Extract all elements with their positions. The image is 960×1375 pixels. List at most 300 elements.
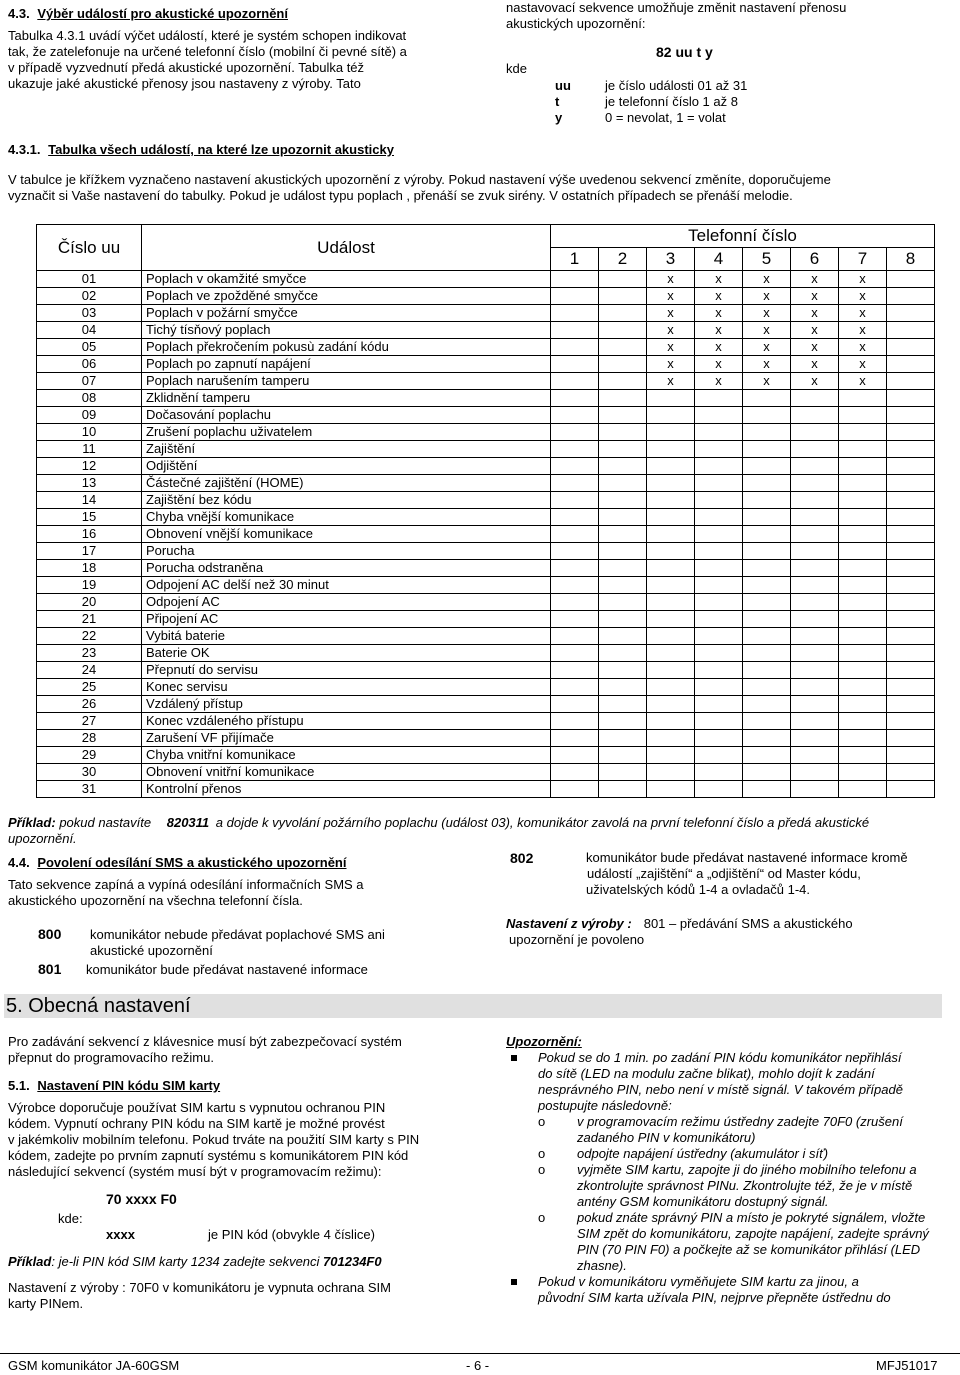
phone-cell-2[interactable] [599, 730, 647, 747]
phone-cell-6[interactable]: x [791, 288, 839, 305]
phone-cell-1[interactable] [551, 679, 599, 696]
phone-cell-2[interactable] [599, 764, 647, 781]
desc-line: akustické upozornění [90, 943, 213, 958]
phone-cell-2[interactable] [599, 662, 647, 679]
phone-cell-6[interactable] [791, 662, 839, 679]
phone-cell-8[interactable] [887, 543, 935, 560]
phone-cell-3[interactable] [647, 713, 695, 730]
phone-cell-7[interactable] [839, 594, 887, 611]
example-label: Příklad [8, 1254, 52, 1269]
phone-cell-7[interactable]: x [839, 356, 887, 373]
phone-cell-4[interactable] [695, 662, 743, 679]
phone-cell-2[interactable] [599, 458, 647, 475]
phone-cell-5[interactable] [743, 543, 791, 560]
section-4-3-heading [8, 6, 288, 21]
para-line: nastavovací sekvence umožňuje změnit nastavení přenosu [506, 0, 847, 15]
phone-cell-5[interactable] [743, 577, 791, 594]
phone-cell-2[interactable] [599, 543, 647, 560]
phone-cell-8[interactable] [887, 271, 935, 288]
phone-cell-3[interactable] [647, 390, 695, 407]
phone-cell-1[interactable] [551, 356, 599, 373]
phone-cell-1[interactable] [551, 543, 599, 560]
phone-cell-8[interactable] [887, 730, 935, 747]
event-name: Vybitá baterie [142, 628, 551, 645]
phone-cell-6[interactable]: x [791, 373, 839, 390]
phone-cell-1[interactable] [551, 458, 599, 475]
phone-cell-1[interactable] [551, 560, 599, 577]
section-5-1-para [8, 1100, 442, 1180]
phone-cell-4[interactable] [695, 543, 743, 560]
phone-cell-2[interactable] [599, 747, 647, 764]
phone-cell-8[interactable] [887, 645, 935, 662]
phone-cell-2[interactable] [599, 560, 647, 577]
phone-cell-8[interactable] [887, 288, 935, 305]
phone-cell-6[interactable] [791, 475, 839, 492]
section-title: Tabulka všech událostí, na které lze upozornit akusticky [48, 142, 394, 157]
phone-cell-7[interactable] [839, 662, 887, 679]
phone-cell-6[interactable] [791, 747, 839, 764]
code-801-desc: komunikátor bude předávat nastavené informace [86, 962, 368, 977]
phone-cell-7[interactable] [839, 730, 887, 747]
phone-cell-2[interactable] [599, 628, 647, 645]
para-line: akustického upozornění na všechna telefonní čísla. [8, 893, 303, 908]
phone-cell-1[interactable] [551, 747, 599, 764]
example-text: a dojde k vyvolání požárního poplachu (událost 03), komunikátor zavolá na první telefonní číslo a předá akustické [215, 815, 870, 830]
phone-cell-5[interactable] [743, 747, 791, 764]
phone-cell-4[interactable] [695, 747, 743, 764]
phone-cell-2[interactable] [599, 441, 647, 458]
phone-cell-1[interactable] [551, 424, 599, 441]
phone-cell-6[interactable] [791, 730, 839, 747]
para-line: Pro zadávání sekvencí z klávesnice musí být zabezpečovací systém [8, 1034, 402, 1049]
phone-cell-7[interactable] [839, 679, 887, 696]
factory-text: 801 – předávání SMS a akustického [643, 916, 853, 931]
phone-cell-8[interactable] [887, 509, 935, 526]
phone-cell-1[interactable] [551, 628, 599, 645]
phone-cell-2[interactable] [599, 611, 647, 628]
phone-cell-8[interactable] [887, 458, 935, 475]
phone-cell-3[interactable] [647, 560, 695, 577]
example-label: Příklad: [8, 815, 56, 830]
phone-cell-2[interactable] [599, 271, 647, 288]
phone-cell-7[interactable]: x [839, 339, 887, 356]
event-number: 14 [37, 492, 142, 509]
phone-cell-8[interactable] [887, 424, 935, 441]
phone-cell-7[interactable] [839, 509, 887, 526]
phone-cell-8[interactable] [887, 781, 935, 798]
phone-cell-7[interactable] [839, 407, 887, 424]
phone-cell-1[interactable] [551, 441, 599, 458]
event-name: Konec servisu [142, 679, 551, 696]
phone-cell-5[interactable] [743, 713, 791, 730]
phone-cell-8[interactable] [887, 390, 935, 407]
phone-cell-4[interactable]: x [695, 339, 743, 356]
section-number: 4.3.1. [8, 142, 41, 157]
phone-cell-6[interactable] [791, 764, 839, 781]
phone-cell-3[interactable] [647, 730, 695, 747]
phone-cell-3[interactable] [647, 509, 695, 526]
phone-cell-8[interactable] [887, 441, 935, 458]
phone-cell-5[interactable] [743, 594, 791, 611]
phone-cell-3[interactable] [647, 662, 695, 679]
phone-cell-7[interactable] [839, 458, 887, 475]
phone-cell-8[interactable] [887, 611, 935, 628]
phone-cell-4[interactable] [695, 526, 743, 543]
section-5-intro [8, 1034, 448, 1066]
phone-cell-7[interactable] [839, 713, 887, 730]
phone-cell-5[interactable] [743, 441, 791, 458]
section-5-title: 5. Obecná nastavení [6, 995, 191, 1017]
phone-cell-3[interactable] [647, 441, 695, 458]
phone-cell-6[interactable] [791, 628, 839, 645]
phone-cell-4[interactable]: x [695, 373, 743, 390]
phone-cell-1[interactable] [551, 645, 599, 662]
phone-cell-7[interactable]: x [839, 322, 887, 339]
phone-cell-8[interactable] [887, 679, 935, 696]
def-text: je PIN kód (obvykle 4 číslice) [208, 1227, 375, 1242]
phone-cell-6[interactable] [791, 679, 839, 696]
phone-cell-2[interactable] [599, 288, 647, 305]
phone-cell-1[interactable] [551, 271, 599, 288]
phone-cell-5[interactable] [743, 645, 791, 662]
desc-line: komunikátor nebude předávat poplachové SMS ani [90, 927, 385, 942]
phone-cell-8[interactable] [887, 373, 935, 390]
phone-cell-6[interactable] [791, 713, 839, 730]
phone-cell-1[interactable] [551, 339, 599, 356]
phone-cell-6[interactable]: x [791, 356, 839, 373]
phone-cell-5[interactable]: x [743, 339, 791, 356]
phone-cell-6[interactable] [791, 509, 839, 526]
phone-cell-1[interactable] [551, 662, 599, 679]
event-number: 16 [37, 526, 142, 543]
phone-cell-8[interactable] [887, 764, 935, 781]
phone-cell-7[interactable] [839, 764, 887, 781]
phone-cell-4[interactable] [695, 560, 743, 577]
phone-cell-4[interactable] [695, 696, 743, 713]
phone-cell-3[interactable] [647, 526, 695, 543]
phone-cell-1[interactable] [551, 475, 599, 492]
phone-cell-3[interactable]: x [647, 305, 695, 322]
phone-cell-3[interactable]: x [647, 271, 695, 288]
section-title: Výběr událostí pro akustické upozornění [37, 6, 288, 21]
phone-cell-6[interactable] [791, 458, 839, 475]
phone-cell-8[interactable] [887, 339, 935, 356]
phone-cell-4[interactable] [695, 730, 743, 747]
phone-cell-7[interactable] [839, 781, 887, 798]
phone-cell-5[interactable] [743, 662, 791, 679]
phone-cell-1[interactable] [551, 288, 599, 305]
phone-cell-5[interactable] [743, 407, 791, 424]
phone-cell-3[interactable] [647, 543, 695, 560]
phone-cell-3[interactable]: x [647, 339, 695, 356]
phone-cell-3[interactable] [647, 492, 695, 509]
phone-cell-6[interactable] [791, 594, 839, 611]
phone-cell-4[interactable] [695, 764, 743, 781]
phone-cell-4[interactable]: x [695, 356, 743, 373]
phone-cell-2[interactable] [599, 390, 647, 407]
phone-cell-8[interactable] [887, 492, 935, 509]
phone-cell-7[interactable] [839, 526, 887, 543]
event-number: 09 [37, 407, 142, 424]
phone-cell-1[interactable] [551, 305, 599, 322]
phone-cell-4[interactable] [695, 679, 743, 696]
example-code: 820311 [166, 815, 210, 830]
phone-cell-3[interactable] [647, 781, 695, 798]
phone-cell-5[interactable] [743, 560, 791, 577]
phone-cell-5[interactable] [743, 730, 791, 747]
phone-cell-4[interactable] [695, 611, 743, 628]
def-text: 0 = nevolat, 1 = volat [605, 110, 726, 125]
phone-cell-4[interactable] [695, 390, 743, 407]
event-name: Odpojení AC [142, 594, 551, 611]
phone-cell-5[interactable]: x [743, 356, 791, 373]
phone-cell-3[interactable]: x [647, 322, 695, 339]
phone-cell-4[interactable] [695, 628, 743, 645]
phone-cell-8[interactable] [887, 407, 935, 424]
phone-cell-7[interactable] [839, 747, 887, 764]
footer-rule [0, 1353, 960, 1354]
phone-cell-3[interactable]: x [647, 373, 695, 390]
phone-cell-6[interactable] [791, 424, 839, 441]
phone-cell-6[interactable] [791, 577, 839, 594]
phone-cell-1[interactable] [551, 373, 599, 390]
phone-cell-8[interactable] [887, 577, 935, 594]
phone-cell-3[interactable]: x [647, 356, 695, 373]
phone-cell-8[interactable] [887, 356, 935, 373]
phone-cell-3[interactable] [647, 679, 695, 696]
phone-cell-5[interactable] [743, 424, 791, 441]
phone-cell-3[interactable] [647, 611, 695, 628]
phone-cell-8[interactable] [887, 560, 935, 577]
phone-cell-4[interactable]: x [695, 322, 743, 339]
event-name: Připojení AC [142, 611, 551, 628]
phone-cell-7[interactable] [839, 560, 887, 577]
phone-cell-6[interactable] [791, 560, 839, 577]
phone-cell-2[interactable] [599, 424, 647, 441]
phone-cell-3[interactable] [647, 645, 695, 662]
phone-cell-6[interactable]: x [791, 322, 839, 339]
phone-cell-6[interactable] [791, 441, 839, 458]
phone-cell-3[interactable] [647, 764, 695, 781]
phone-cell-7[interactable] [839, 611, 887, 628]
phone-cell-7[interactable] [839, 645, 887, 662]
phone-cell-3[interactable]: x [647, 288, 695, 305]
phone-cell-5[interactable] [743, 611, 791, 628]
phone-cell-1[interactable] [551, 764, 599, 781]
phone-cell-4[interactable] [695, 645, 743, 662]
phone-cell-3[interactable] [647, 696, 695, 713]
phone-cell-4[interactable]: x [695, 288, 743, 305]
event-number: 31 [37, 781, 142, 798]
phone-cell-6[interactable]: x [791, 305, 839, 322]
phone-cell-7[interactable]: x [839, 305, 887, 322]
phone-cell-4[interactable] [695, 713, 743, 730]
phone-cell-7[interactable]: x [839, 288, 887, 305]
phone-cell-8[interactable] [887, 526, 935, 543]
phone-cell-2[interactable] [599, 594, 647, 611]
code-802-desc [586, 850, 908, 898]
event-name: Chyba vnější komunikace [142, 509, 551, 526]
phone-cell-1[interactable] [551, 781, 599, 798]
phone-cell-3[interactable] [647, 628, 695, 645]
phone-cell-8[interactable] [887, 322, 935, 339]
phone-cell-4[interactable] [695, 441, 743, 458]
phone-cell-7[interactable] [839, 543, 887, 560]
phone-cell-6[interactable] [791, 696, 839, 713]
phone-cell-2[interactable] [599, 509, 647, 526]
phone-cell-4[interactable]: x [695, 271, 743, 288]
phone-cell-5[interactable] [743, 764, 791, 781]
phone-cell-5[interactable]: x [743, 305, 791, 322]
phone-cell-1[interactable] [551, 390, 599, 407]
phone-cell-4[interactable] [695, 509, 743, 526]
phone-cell-2[interactable] [599, 492, 647, 509]
phone-cell-1[interactable] [551, 577, 599, 594]
phone-cell-2[interactable] [599, 526, 647, 543]
phone-cell-3[interactable] [647, 747, 695, 764]
phone-cell-6[interactable] [791, 407, 839, 424]
phone-cell-4[interactable] [695, 781, 743, 798]
phone-cell-8[interactable] [887, 628, 935, 645]
phone-cell-3[interactable] [647, 407, 695, 424]
phone-cell-8[interactable] [887, 696, 935, 713]
phone-cell-3[interactable] [647, 594, 695, 611]
phone-cell-2[interactable] [599, 679, 647, 696]
factory-setting-4-4 [506, 916, 853, 948]
item-line: Pokud v komunikátoru vyměňujete SIM kartu za jinou, a [538, 1274, 859, 1289]
phone-cell-7[interactable] [839, 475, 887, 492]
phone-cell-2[interactable] [599, 475, 647, 492]
phone-cell-6[interactable] [791, 390, 839, 407]
phone-cell-2[interactable] [599, 781, 647, 798]
phone-cell-5[interactable] [743, 526, 791, 543]
phone-cell-6[interactable] [791, 526, 839, 543]
phone-cell-1[interactable] [551, 322, 599, 339]
phone-cell-4[interactable] [695, 458, 743, 475]
phone-cell-6[interactable] [791, 543, 839, 560]
phone-cell-4[interactable] [695, 594, 743, 611]
item-line: antény GSM komunikátoru dostupný signál. [577, 1194, 829, 1209]
phone-cell-1[interactable] [551, 492, 599, 509]
phone-cell-1[interactable] [551, 713, 599, 730]
phone-cell-1[interactable] [551, 526, 599, 543]
phone-cell-8[interactable] [887, 662, 935, 679]
kde-label: kde [506, 61, 527, 76]
phone-cell-7[interactable]: x [839, 373, 887, 390]
phone-cell-5[interactable] [743, 628, 791, 645]
phone-cell-2[interactable] [599, 322, 647, 339]
example-code: 701234F0 [323, 1254, 382, 1269]
phone-cell-2[interactable] [599, 713, 647, 730]
phone-cell-1[interactable] [551, 509, 599, 526]
phone-cell-1[interactable] [551, 696, 599, 713]
phone-cell-4[interactable] [695, 424, 743, 441]
phone-cell-5[interactable] [743, 475, 791, 492]
phone-cell-3[interactable] [647, 458, 695, 475]
phone-cell-1[interactable] [551, 594, 599, 611]
event-name: Poplach v okamžité smyčce [142, 271, 551, 288]
phone-cell-5[interactable] [743, 390, 791, 407]
event-name: Částečné zajištění (HOME) [142, 475, 551, 492]
warning-steps [538, 1114, 942, 1274]
phone-cell-8[interactable] [887, 713, 935, 730]
phone-cell-5[interactable]: x [743, 271, 791, 288]
phone-cell-8[interactable] [887, 594, 935, 611]
def-key: uu [555, 78, 571, 93]
phone-cell-4[interactable]: x [695, 305, 743, 322]
col-header-phone-8: 8 [887, 248, 935, 271]
phone-cell-4[interactable] [695, 577, 743, 594]
phone-cell-7[interactable] [839, 492, 887, 509]
phone-cell-5[interactable] [743, 781, 791, 798]
phone-cell-2[interactable] [599, 373, 647, 390]
phone-cell-5[interactable]: x [743, 322, 791, 339]
phone-cell-2[interactable] [599, 407, 647, 424]
phone-cell-6[interactable]: x [791, 339, 839, 356]
phone-cell-6[interactable] [791, 645, 839, 662]
phone-cell-5[interactable] [743, 679, 791, 696]
phone-cell-7[interactable]: x [839, 271, 887, 288]
phone-cell-6[interactable] [791, 781, 839, 798]
phone-cell-8[interactable] [887, 475, 935, 492]
item-line: zhasne). [577, 1258, 627, 1273]
phone-cell-7[interactable] [839, 390, 887, 407]
phone-cell-6[interactable]: x [791, 271, 839, 288]
phone-cell-3[interactable] [647, 424, 695, 441]
phone-cell-8[interactable] [887, 747, 935, 764]
event-name: Zklidnění tamperu [142, 390, 551, 407]
table-row [37, 509, 935, 526]
phone-cell-5[interactable]: x [743, 288, 791, 305]
phone-cell-6[interactable] [791, 492, 839, 509]
phone-cell-4[interactable] [695, 407, 743, 424]
event-number: 02 [37, 288, 142, 305]
phone-cell-3[interactable] [647, 475, 695, 492]
phone-cell-5[interactable]: x [743, 373, 791, 390]
phone-cell-5[interactable] [743, 696, 791, 713]
phone-cell-7[interactable] [839, 628, 887, 645]
phone-cell-2[interactable] [599, 645, 647, 662]
phone-cell-5[interactable] [743, 458, 791, 475]
phone-cell-1[interactable] [551, 611, 599, 628]
phone-cell-5[interactable] [743, 492, 791, 509]
phone-cell-7[interactable] [839, 577, 887, 594]
phone-cell-3[interactable] [647, 577, 695, 594]
phone-cell-7[interactable] [839, 696, 887, 713]
para-line: ukazuje jaké akustické přenosy jsou nastaveny z výroby. Tato [8, 76, 361, 91]
phone-cell-4[interactable] [695, 492, 743, 509]
phone-cell-7[interactable] [839, 424, 887, 441]
phone-cell-2[interactable] [599, 696, 647, 713]
phone-cell-6[interactable] [791, 611, 839, 628]
event-number: 05 [37, 339, 142, 356]
code-801: 801 [38, 961, 62, 977]
phone-cell-2[interactable] [599, 339, 647, 356]
phone-cell-1[interactable] [551, 730, 599, 747]
phone-cell-7[interactable] [839, 441, 887, 458]
event-number: 07 [37, 373, 142, 390]
phone-cell-2[interactable] [599, 577, 647, 594]
phone-cell-4[interactable] [695, 475, 743, 492]
phone-cell-5[interactable] [743, 509, 791, 526]
table-row [37, 271, 935, 288]
phone-cell-8[interactable] [887, 305, 935, 322]
phone-cell-2[interactable] [599, 305, 647, 322]
para-line: kódem. Vypnutí ochrany PIN kódu na SIM kartě je možné provést [8, 1116, 385, 1131]
phone-cell-2[interactable] [599, 356, 647, 373]
phone-cell-1[interactable] [551, 407, 599, 424]
event-number: 19 [37, 577, 142, 594]
